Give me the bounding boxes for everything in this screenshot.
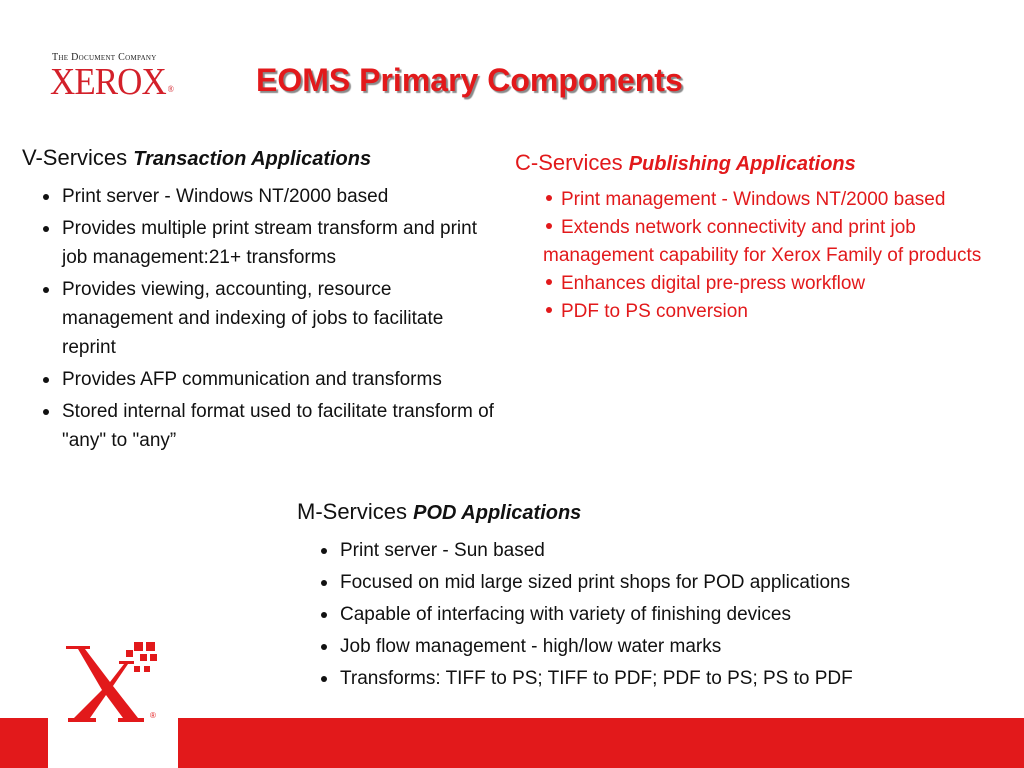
list-item-text: Provides multiple print stream transform and print job management:21+ transforms: [62, 218, 477, 268]
v-services-subtitle: Transaction Applications: [133, 148, 372, 170]
bullet-icon: [321, 612, 327, 618]
list-item-text: Provides AFP communication and transforms: [62, 369, 442, 390]
list-item: [34, 214, 494, 272]
list-item-text: Print server - Sun based: [340, 540, 545, 561]
list-item: [34, 397, 494, 455]
c-services-label: C-Services: [515, 150, 623, 175]
bullet-icon: [546, 279, 552, 285]
list-item: [312, 536, 992, 565]
list-item: [543, 214, 1003, 270]
slide-title: EOMS Primary Components: [256, 62, 683, 98]
list-item-text: Print server - Windows NT/2000 based: [62, 186, 389, 207]
c-services-subtitle: Publishing Applications: [628, 153, 856, 175]
list-item: [543, 186, 1003, 214]
xerox-x-icon: [64, 636, 160, 726]
list-item-text: Enhances digital pre-press workflow: [561, 273, 866, 294]
logo-wordmark: XEROX: [50, 61, 166, 103]
bullet-icon: [321, 644, 327, 650]
list-item-text: Job flow management - high/low water marks: [340, 636, 722, 657]
v-services-list: [34, 182, 494, 458]
xerox-logo: [50, 60, 173, 104]
list-item-text: Transforms: TIFF to PS; TIFF to PDF; PDF to PS; PS to PDF: [340, 668, 853, 689]
list-item-text: Extends network connectivity and print job management capability for Xerox Family of products: [543, 217, 982, 266]
list-item-text: Stored internal format used to facilitate transform of "any" to "any”: [62, 401, 494, 451]
m-services-list: [312, 536, 992, 696]
list-item-text: Print management - Windows NT/2000 based: [561, 189, 946, 210]
bullet-icon: [321, 548, 327, 554]
list-item: [34, 182, 494, 211]
bullet-icon: [321, 676, 327, 682]
v-services-heading: [22, 145, 371, 171]
bullet-icon: [43, 226, 49, 232]
bullet-icon: [546, 307, 552, 313]
m-services-heading: [297, 499, 581, 525]
list-item: [312, 600, 992, 629]
logo-tagline: The Document Company: [52, 52, 157, 63]
list-item: [312, 664, 992, 693]
list-item: [543, 270, 1003, 298]
bullet-icon: [43, 409, 49, 415]
registered-mark: ®: [167, 84, 174, 94]
c-services-heading: [515, 150, 856, 176]
m-services-subtitle: POD Applications: [413, 502, 582, 524]
list-item: [312, 632, 992, 661]
c-services-list: [543, 186, 1003, 326]
list-item: [312, 568, 992, 597]
v-services-label: V-Services: [22, 145, 128, 170]
list-item: [34, 365, 494, 394]
bullet-icon: [321, 580, 327, 586]
svg-text:®: ®: [150, 711, 156, 720]
m-services-label: M-Services: [297, 499, 408, 524]
footer-bar-left: [0, 718, 48, 768]
list-item-text: Focused on mid large sized print shops for POD applications: [340, 572, 851, 593]
list-item-text: Provides viewing, accounting, resource management and indexing of jobs to facilitate reprint: [62, 279, 444, 358]
list-item-text: PDF to PS conversion: [561, 301, 748, 322]
bullet-icon: [43, 287, 49, 293]
list-item: [543, 298, 1003, 326]
list-item: [34, 275, 494, 362]
bullet-icon: [43, 377, 49, 383]
bullet-icon: [546, 195, 552, 201]
bullet-icon: [546, 223, 552, 229]
list-item-text: Capable of interfacing with variety of finishing devices: [340, 604, 791, 625]
bullet-icon: [43, 194, 49, 200]
footer-bar-right: [178, 718, 1024, 768]
